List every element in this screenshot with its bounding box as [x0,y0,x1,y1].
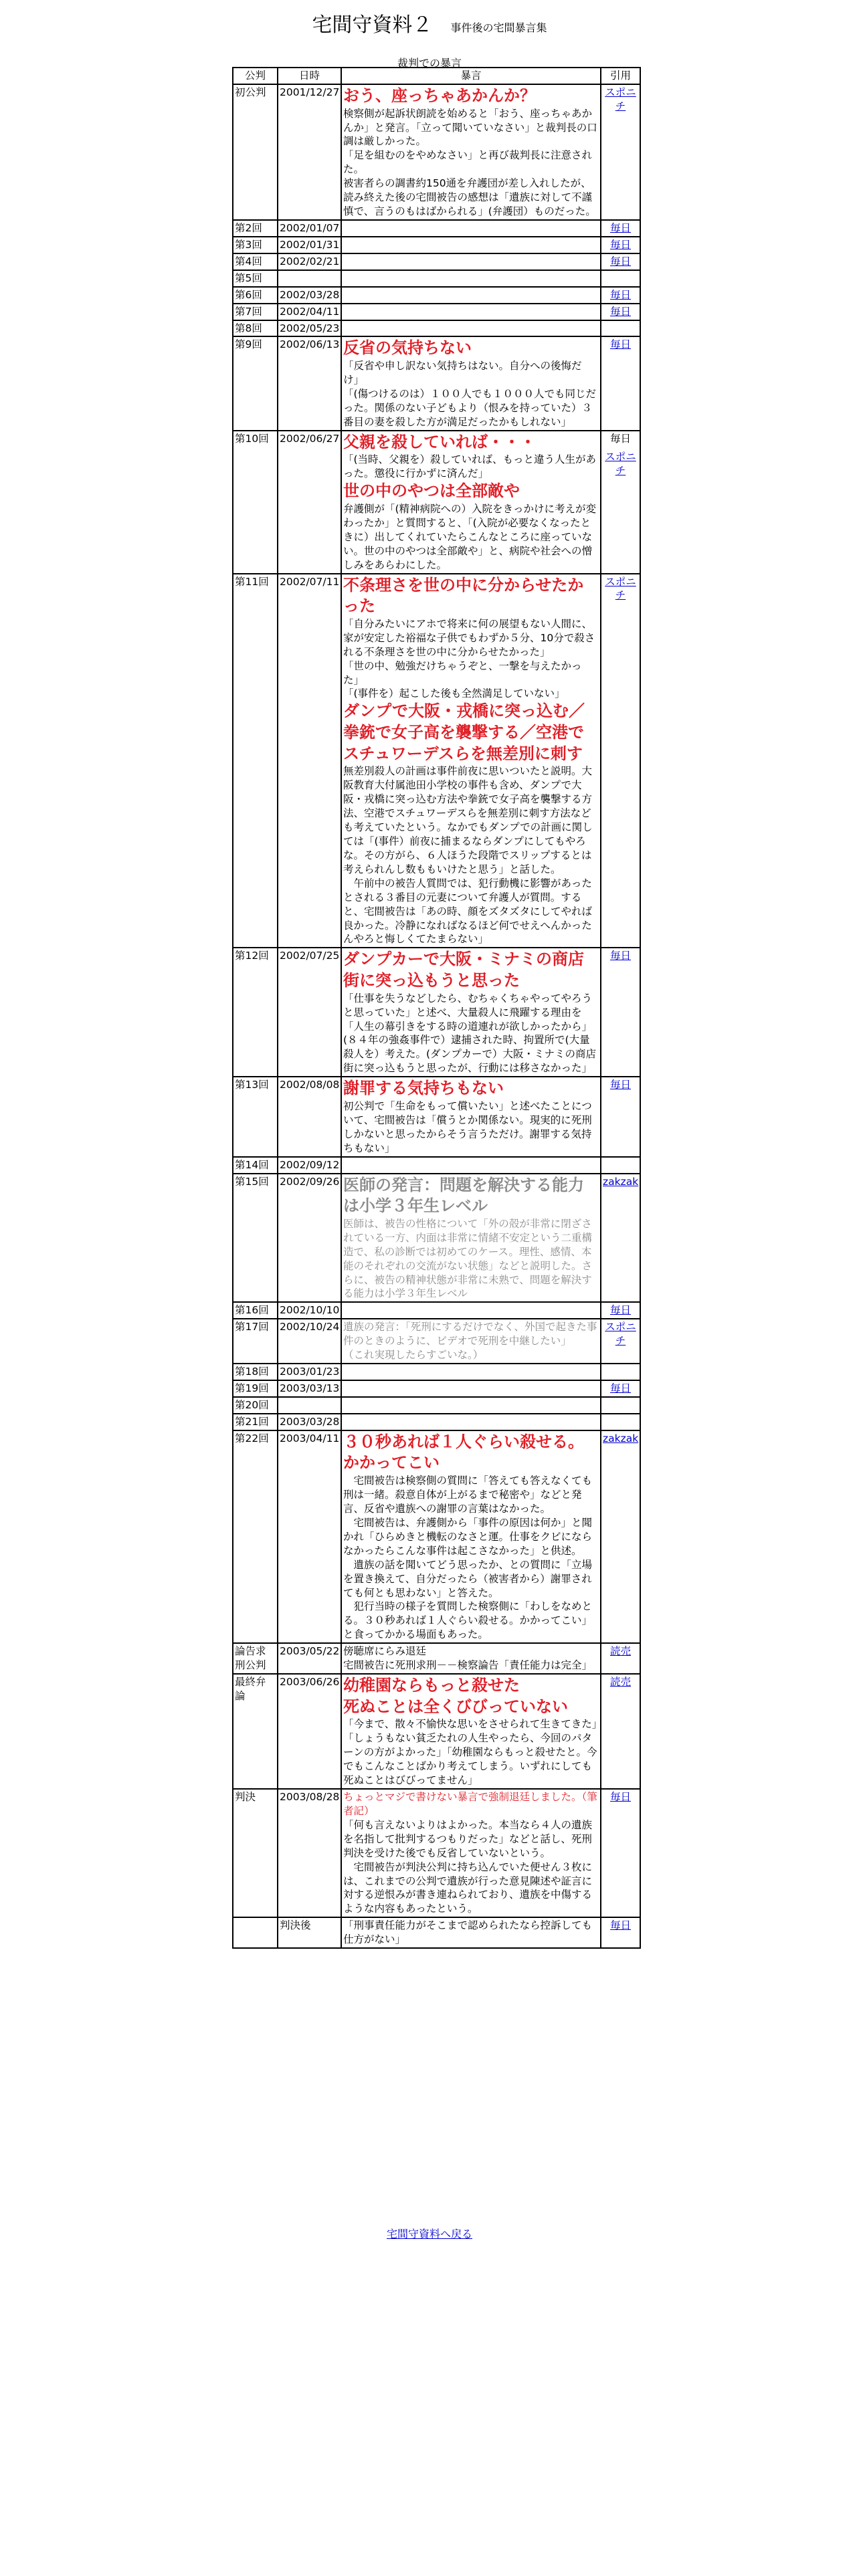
back-link[interactable]: 宅間守資料へ戻る [386,2228,472,2240]
statement-headline: ３０秒あれば１人ぐらい殺せる。かかってこい [343,1432,584,1473]
statement-cell [341,1174,601,1303]
table-row [233,1397,640,1414]
source-cell [601,1364,640,1380]
statement-cell [341,948,601,1077]
trial-cell: 第15回 [233,1174,278,1303]
statement-headline: 世の中のやつは全部敵や [343,481,520,501]
source-cell [601,220,640,237]
statement-cell [341,1380,601,1397]
trial-cell: 第2回 [233,220,278,237]
trial-cell: 最終弁論 [233,1674,278,1789]
trial-cell: 第17回 [233,1319,278,1364]
statement-cell [341,304,601,320]
table-row [233,320,640,337]
source-cell [601,948,640,1077]
trial-cell: 第19回 [233,1380,278,1397]
trial-cell: 第16回 [233,1302,278,1319]
source-cell [601,253,640,270]
trial-cell: 第4回 [233,253,278,270]
source-cell [601,1917,640,1948]
statement-headline: 父親を殺していれば・・・ [343,432,536,451]
statement-headline: 医師の発言：問題を解決する能力は小学３年生レベル [343,1175,584,1216]
table-row [233,1674,640,1789]
table-row [233,1174,640,1303]
statement-body: 「反省や申し訳ない気持ちはない。自分への後悔だけ」 「(傷つけるのは）１００人でも１０００人でも同じだった。関係のない子どもより（恨みを持っていた）３番目の妻を殺した方が満足だったかもしれない」 [343,360,597,428]
statement-cell [341,1397,601,1414]
table-row [233,1917,640,1948]
source-cell [601,574,640,948]
date-cell: 2002/07/11 [278,574,341,948]
date-cell: 2002/09/12 [278,1157,341,1174]
table-row [233,1302,640,1319]
page-header [0,0,859,37]
trial-cell: 第13回 [233,1077,278,1156]
date-cell: 2003/03/13 [278,1380,341,1397]
column-header-source: 引用 [601,68,640,84]
trial-cell: 第22回 [233,1430,278,1643]
trial-cell: 第14回 [233,1157,278,1174]
source-cell [601,287,640,304]
date-cell: 2002/01/07 [278,220,341,237]
source-cell [601,1157,640,1174]
source-link[interactable]: 毎日 [609,338,631,351]
statement-cell [341,1789,601,1917]
trial-cell: 第18回 [233,1364,278,1380]
date-cell: 判決後 [278,1917,341,1948]
statement-headline: おう、座っちゃあかんか？ [343,86,536,105]
table-row [233,431,640,574]
trial-cell: 第11回 [233,574,278,948]
trial-cell: 論告求刑公判 [233,1643,278,1674]
source-link[interactable]: 毎日 [609,1304,631,1317]
table-row [233,220,640,237]
column-header-date: 日時 [278,68,341,84]
table-header-row [233,68,640,84]
statement-cell [341,1319,601,1364]
trial-cell: 第3回 [233,237,278,253]
table-row [233,1157,640,1174]
statement-cell [341,1364,601,1380]
date-cell: 2002/01/31 [278,237,341,253]
statement-cell [341,320,601,337]
source-link[interactable]: スポニチ [605,1321,636,1348]
statement-cell [341,431,601,574]
table-row [233,1414,640,1430]
date-cell [278,270,341,287]
statement-cell [341,1414,601,1430]
source-link[interactable]: zakzak [603,1175,639,1188]
statement-body: 「今まで、散々不愉快な思いをさせられて生きてきた」「しょうもない貧乏たれの人生やったら、今回のパターンの方がよかった」「幼稚園ならもっと殺せたと。今でもこんなことばかり考えてしまう。いずれにしても死ぬことはびびってません」 [343,1718,597,1787]
statement-headline: 謝罪する気持ちもない [343,1079,504,1098]
source-cell [601,320,640,337]
statement-headline: ダンプで大阪・戎橋に突っ込む／拳銃で女子高を襲撃する／空港でスチュワーデスらを無差別に刺す [343,702,585,763]
table-row [233,574,640,948]
source-cell [601,1789,640,1917]
trial-cell: 第9回 [233,336,278,430]
date-cell: 2002/05/23 [278,320,341,337]
table-row [233,1380,640,1397]
table-row [233,270,640,287]
date-cell: 2002/10/24 [278,1319,341,1364]
date-cell: 2003/03/28 [278,1414,341,1430]
statement-body: 「(当時、父親を）殺していれば、もっと違う人生があった。懲役に行かずに済んだ」 [343,453,597,480]
statement-cell [341,220,601,237]
statement-body: 無差別殺人の計画は事件前夜に思いついたと説明。大阪教育大付属池田小学校の事件も含め、ダンプで大阪・戎橋に突っ込む方法や拳銃で女子高を襲撃する方法、空港でスチュワーデスらを無差別に刺す方法なども考えていたという。なかでもダンプでの計画に関しては「(事件）前夜に捕まるならダンプにしてもやろな。その方がら、６人ほうた段階でスリップするとは考えられんし数ももいけたと思う」と話した。 午前中の被告人質問では、犯行動機に影響があったとされる３番目の元妻について弁護人が質問。すると、宅間被告は「あの時、顔をズタズタにしてやれば良かった。冷静になればなるほど何でせえへんかったんやろと悔しくてたまらない」 [343,765,593,946]
statement-headline: 不条理さを世の中に分からせたかった [343,575,584,616]
source-link[interactable]: 毎日 [609,1919,631,1932]
statement-body: 検察側が起訴状朗読を始めると「おう、座っちゃあかんか」と発言。「立って聞いていなさい」と裁判長の口調は厳しかった。 「足を組むのをやめなさい」と再び裁判長に注意された。 被害者らの調書約150通を弁護団が差し入れしたが、読み終えた後の宅間被告の感想は「遺族に対して不謹慎で、言うのもはばかられる」(弁護団）ものだった。 [343,107,597,218]
table-row [233,1643,640,1674]
statement-cell [341,287,601,304]
source-cell [601,1077,640,1156]
date-cell: 2003/05/22 [278,1643,341,1674]
trial-cell: 第12回 [233,948,278,1077]
source-cell [601,270,640,287]
source-link[interactable]: 毎日 [609,305,631,318]
source-link[interactable]: 読売 [609,1676,631,1689]
source-link[interactable]: 毎日 [609,1079,631,1091]
date-cell: 2001/12/27 [278,84,341,220]
table-row [233,84,640,220]
statement-headline: 幼稚園ならもっと殺せた [343,1676,520,1695]
table-row [233,253,640,270]
section-title: 裁判での暴言 [397,57,462,70]
source-link[interactable]: 毎日 [609,950,631,962]
source-link[interactable]: 毎日 [609,288,631,301]
statement-cell [341,1430,601,1643]
column-header-statement: 暴言 [341,68,601,84]
source-cell [601,1319,640,1364]
statement-body: 宅間被告は検察側の質問に「答えても答えなくても刑は一緒。殺意自体が上がるまで秘密や」などと発言、反省や遺族への謝罪の言葉はなかった。 宅間被告は、弁護側から「事件の原因は何か」と聞かれ「ひらめきと機転のなさと運。仕事をクビにならなかったらこんな事件は起こさなかった」と供述。 遺族の話を聞いてどう思ったか、との質問に「立場を置き換えて、自分だったら（被害者から）謝罪されても何とも思わない」と答えた。 犯行当時の様子を質問した検察側に「わしをなめとる。３０秒あれば１人ぐらい殺せる。かかってこい」と食ってかかる場面もあった。 [343,1475,593,1641]
date-cell: 2002/03/28 [278,287,341,304]
statement-body: 傍聴席にらみ退廷 宅間被告に死刑求刑－－検察論告「責任能力は完全」 [343,1645,593,1672]
date-cell: 2003/01/23 [278,1364,341,1380]
date-cell: 2002/10/10 [278,1302,341,1319]
source-cell [601,336,640,430]
date-cell: 2002/06/13 [278,336,341,430]
source-cell [601,1174,640,1303]
statements-table [232,67,641,1949]
table-row [233,1364,640,1380]
statement-cell [341,1302,601,1319]
source-label: 毎日 [609,432,631,445]
source-link[interactable]: 毎日 [609,221,631,234]
table-row [233,1789,640,1917]
column-header-trial: 公判 [233,68,278,84]
table-row [233,1430,640,1643]
trial-cell [233,1917,278,1948]
date-cell: 2002/08/08 [278,1077,341,1156]
trial-cell: 第20回 [233,1397,278,1414]
trial-cell: 第21回 [233,1414,278,1430]
date-cell: 2002/02/21 [278,253,341,270]
statement-headline: ダンプカーで大阪・ミナミの商店街に突っ込もうと思った [343,950,584,990]
statement-body: 医師は、被告の性格について「外の殻が非常に閉ざされている一方、内面は非常に情緒不安定という二重構造で、私の診断では初めてのケース。理性、感情、本能のそれぞれの交流がない状態」などと説明した。さらに、被告の精神状態が非常に未熟で、問題を解決する能力は小学３年生レベル [343,1217,593,1300]
source-cell [601,1302,640,1319]
table-row [233,948,640,1077]
footer [0,2226,859,2241]
source-cell [601,1397,640,1414]
statement-cell [341,253,601,270]
statement-cell [341,574,601,948]
source-cell [601,1380,640,1397]
page-title: 宅間守資料２ [312,13,433,37]
table-row [233,287,640,304]
trial-cell: 第10回 [233,431,278,574]
source-link[interactable]: 毎日 [609,238,631,251]
date-cell: 2002/09/26 [278,1174,341,1303]
date-cell: 2003/06/26 [278,1674,341,1789]
source-cell [601,1674,640,1789]
source-cell [601,84,640,220]
source-cell [601,304,640,320]
statement-body: 「自分みたいにアホで将来に何の展望もない人間に、家が安定した裕福な子供でもわずか５分、10分で殺される不条理さを世の中に分からせたかった」 「世の中、勉強だけちゃうぞと、一撃を与えたかった」 「(事件を）起こした後も全然満足していない」 [343,617,595,700]
statement-cell [341,1157,601,1174]
date-cell: 2003/08/28 [278,1789,341,1917]
statement-cell [341,1077,601,1156]
statement-body: 「何も言えないよりはよかった。本当なら４人の遺族を名指して批判するつもりだった」などと話し、死刑判決を受けた後でも反省していないという。 宅間被告が判決公判に持ち込んでいた便せん３枚には、これまでの公判で遺族が行った意見陳述や証言に対する逆恨みが書き連ねられており、遺族を中傷するような内容もあったという。 [343,1818,593,1915]
date-cell: 2002/07/25 [278,948,341,1077]
trial-cell: 判決 [233,1789,278,1917]
statement-cell [341,1674,601,1789]
statement-headline: 死ぬことは全くびびっていない [343,1697,568,1716]
statement-body: 遺族の発言：「死刑にするだけでなく、外国で起きた事件のときのように、ビデオで死刑を中継したい」 （これ実現したらすごいな。） [343,1321,597,1362]
statement-note: ちょっとマジで書けない暴言で強制退廷しました。（筆者記） [343,1790,597,1817]
date-cell: 2003/04/11 [278,1430,341,1643]
statement-body: 初公判で「生命をもって償いたい」と述べたことについて、宅間被告は「償うとか関係ない。現実的に死刑しかないと思ったからそう言うただけ。謝罪する気持ちもない」 [343,1099,592,1154]
statement-cell [341,1917,601,1948]
source-cell [601,1414,640,1430]
table-row [233,336,640,430]
source-cell [601,1430,640,1643]
trial-cell: 第7回 [233,304,278,320]
source-link[interactable]: 毎日 [609,255,631,267]
statement-cell [341,237,601,253]
table-row [233,1319,640,1364]
trial-cell: 第8回 [233,320,278,337]
statement-headline: 反省の気持ちない [343,338,472,358]
trial-cell: 第6回 [233,287,278,304]
table-body [233,84,640,1948]
statement-cell [341,84,601,220]
page-subtitle: 事件後の宅間暴言集 [450,21,547,34]
source-cell [601,237,640,253]
statement-cell [341,1643,601,1674]
statement-body: 弁護側が「(精神病院への）入院をきっかけに考えが変わったか」と質問すると、「(入院が必要なくなったときに）出してくれていたらこんなところに座っていない。世の中のやつは全部敵や」と、病院や社会への憎しみをあらわにした。 [343,502,597,571]
date-cell [278,1397,341,1414]
source-link[interactable]: スポニチ [605,575,636,602]
source-link[interactable]: スポニチ [605,86,636,112]
source-link[interactable]: 毎日 [609,1382,631,1395]
statement-cell [341,336,601,430]
source-link[interactable]: 毎日 [609,1790,631,1803]
statement-body: 「仕事を失うなどしたら、むちゃくちゃやってやろうと思っていた」と述べ、大量殺人に飛躍する理由を「人生の幕引きをする時の道連れが欲しかったから」(８４年の強姦事件で）逮捕された時、拘置所で(大量殺人を）考えた。(ダンプカーで）大阪・ミナミの商店街に突っ込もうと思ったが、行動には移さなかった」 [343,992,597,1075]
date-cell: 2002/06/27 [278,431,341,574]
trial-cell: 第5回 [233,270,278,287]
table-row [233,237,640,253]
statement-cell [341,270,601,287]
table-row [233,1077,640,1156]
source-cell [601,431,640,574]
source-link[interactable]: zakzak [603,1432,639,1444]
table-row [233,304,640,320]
source-link[interactable]: 読売 [609,1645,631,1658]
source-link[interactable]: スポニチ [605,450,636,477]
trial-cell: 初公判 [233,84,278,220]
date-cell: 2002/04/11 [278,304,341,320]
source-cell [601,1643,640,1674]
statement-body: 「刑事責任能力がそこまで認められたなら控訴しても仕方がない」 [343,1919,593,1946]
